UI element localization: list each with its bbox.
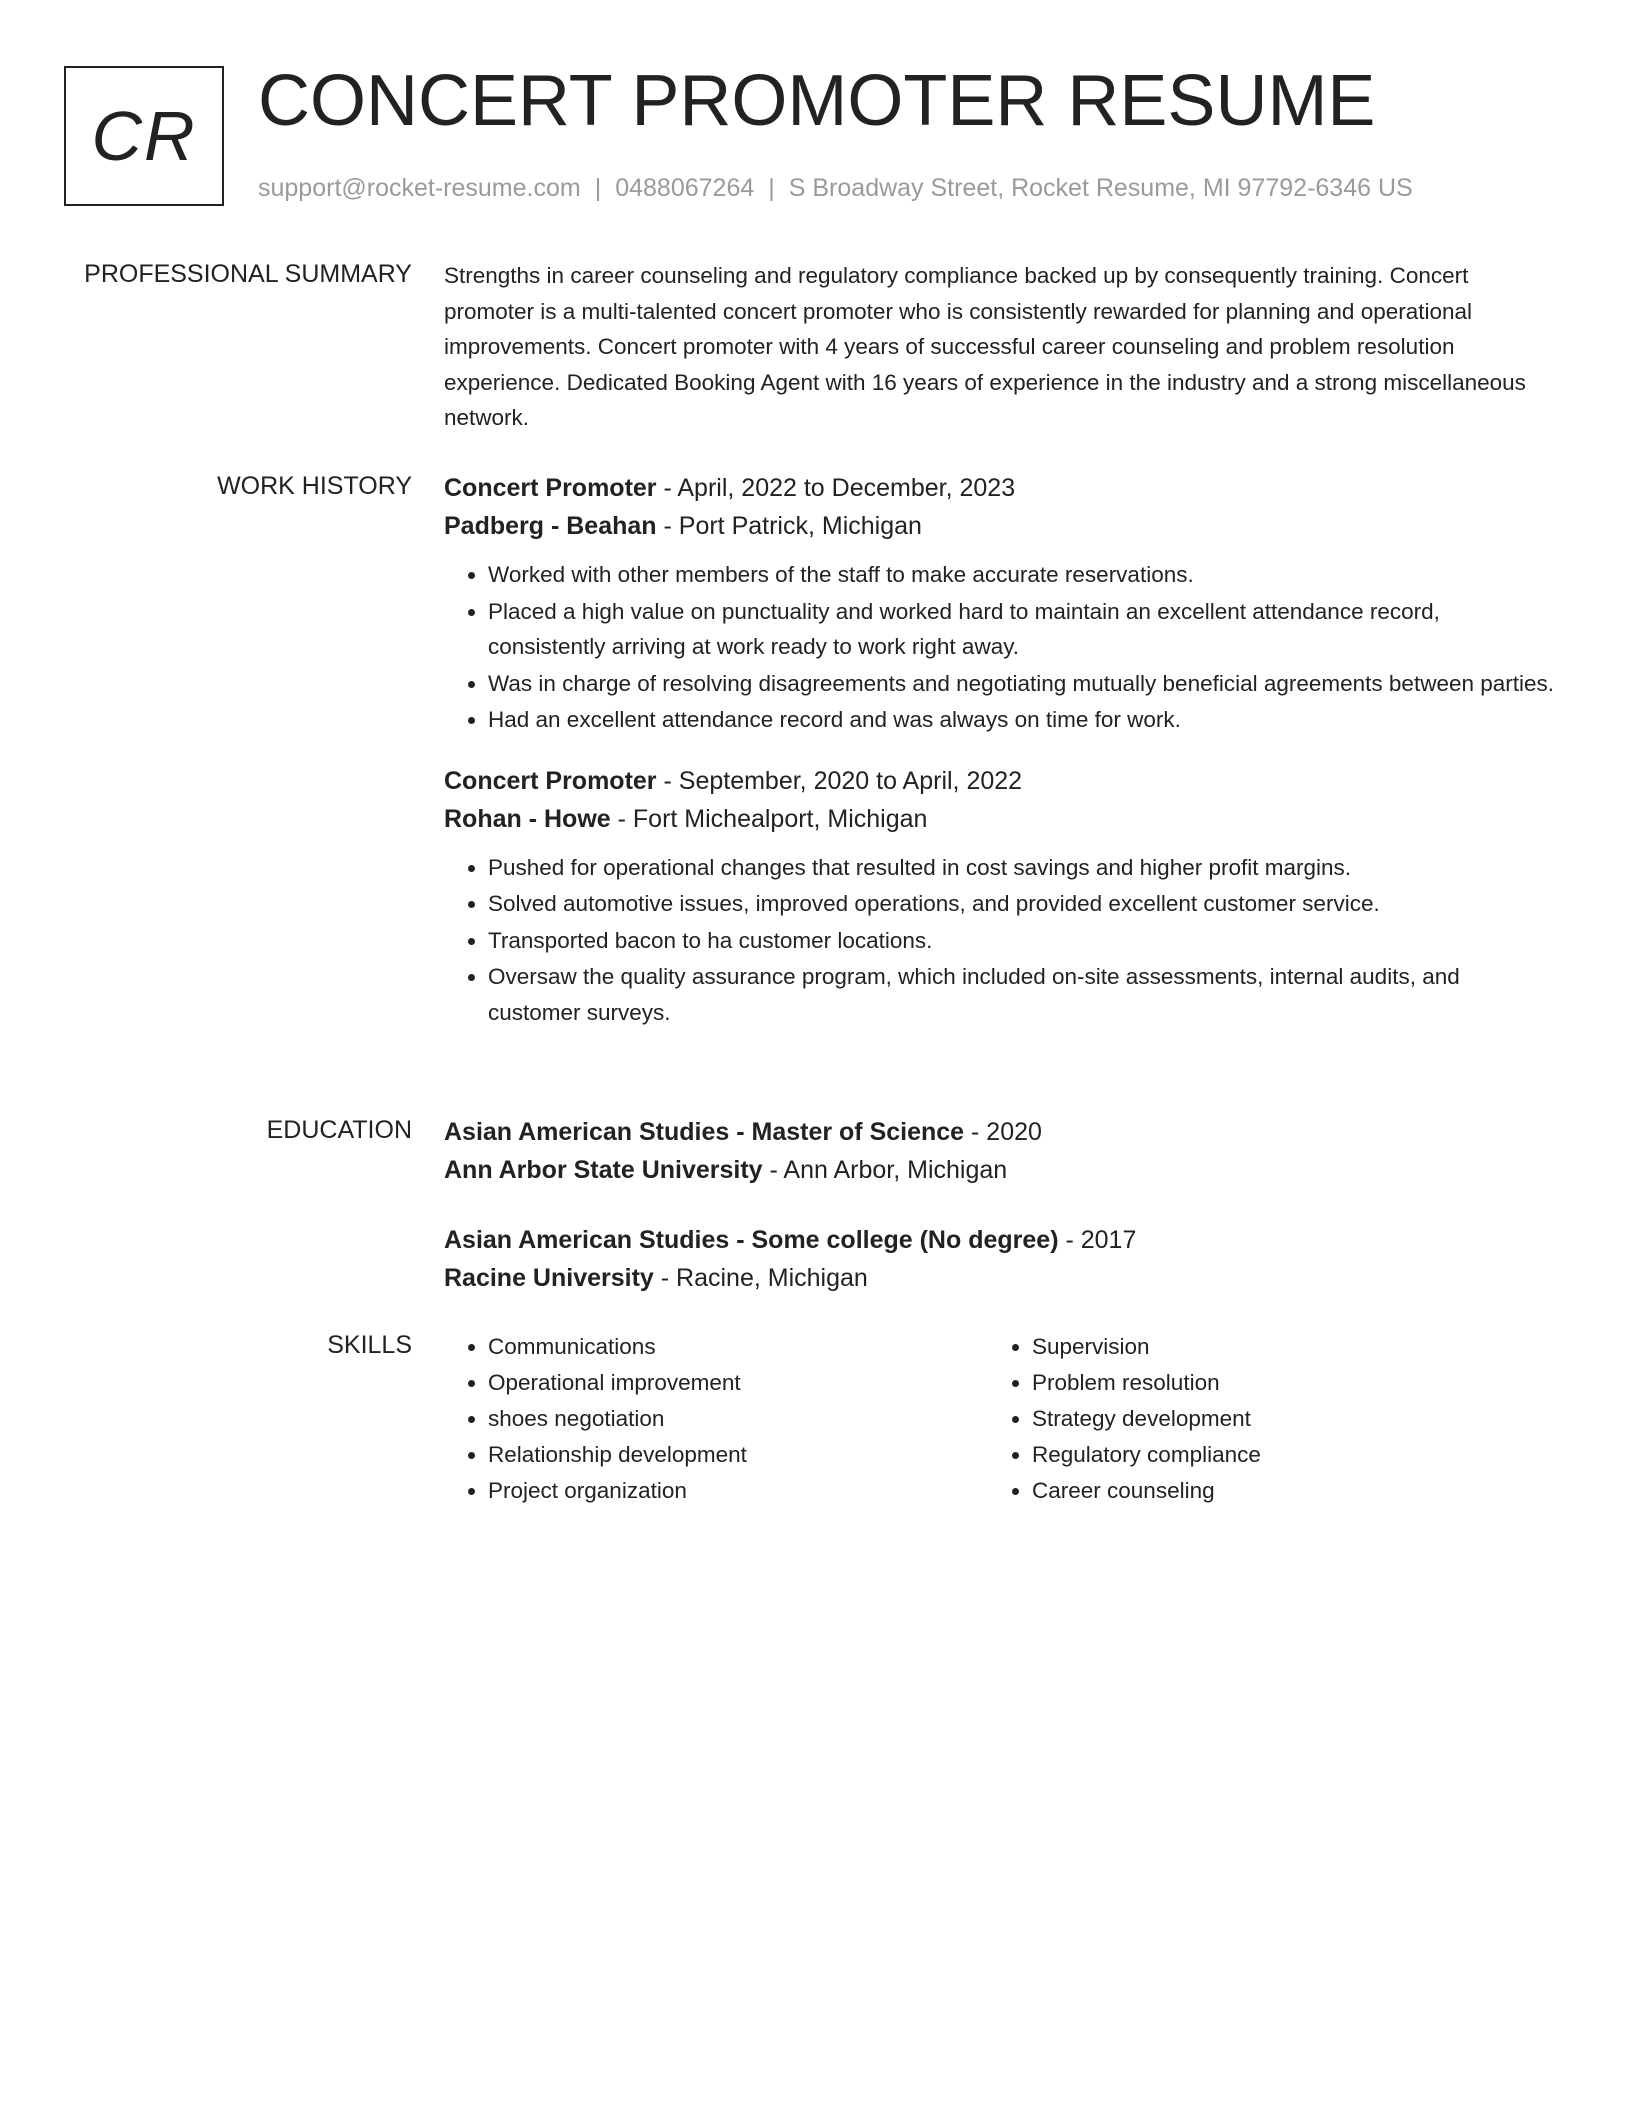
skills-list-right	[988, 1329, 1532, 1509]
page-title: CONCERT PROMOTER RESUME	[258, 61, 1376, 141]
job-entry	[444, 762, 1556, 1031]
work-history-body	[444, 469, 1556, 1052]
skill-item: • Project organization	[488, 1473, 988, 1509]
degree-year: - 2020	[964, 1118, 1042, 1146]
contact-separator: |	[768, 174, 775, 202]
skills-list-left	[444, 1329, 988, 1509]
skill-item: • Problem resolution	[1032, 1365, 1532, 1401]
job-bullet: • Pushed for operational changes that resulted in cost savings and higher profit margins.	[488, 850, 1556, 886]
school-name: Racine University	[444, 1264, 654, 1292]
skill-item: • Supervision	[1032, 1329, 1532, 1365]
job-location: - Port Patrick, Michigan	[656, 512, 922, 540]
contact-phone[interactable]: 0488067264	[615, 174, 755, 202]
section-label-education: EDUCATION	[266, 1116, 412, 1144]
job-title-line	[444, 469, 1556, 507]
job-entry	[444, 469, 1556, 738]
summary-body	[444, 258, 1556, 436]
contact-separator: |	[594, 174, 602, 202]
job-bullet: • Placed a high value on punctuality and worked hard to maintain an excellent attendance record, consistently arriving at work ready to work right away.	[488, 594, 1556, 665]
contact-line	[258, 172, 1413, 204]
skill-item: • Operational improvement	[488, 1365, 988, 1401]
job-title: Concert Promoter	[444, 766, 657, 795]
education-entry	[444, 1113, 1556, 1189]
degree-year: - 2017	[1058, 1226, 1137, 1254]
job-title-line	[444, 762, 1556, 800]
contact-email[interactable]: support@rocket-resume.com	[258, 174, 581, 202]
education-body	[444, 1113, 1556, 1319]
education-entry	[444, 1221, 1556, 1297]
degree-line	[444, 1221, 1556, 1259]
degree-name: Asian American Studies - Some college (No degree)	[444, 1226, 1059, 1254]
job-bullets	[444, 850, 1556, 1031]
skills-body	[444, 1329, 1556, 1509]
skill-item: • shoes negotiation	[488, 1401, 988, 1437]
degree-line	[444, 1113, 1556, 1151]
contact-address: S Broadway Street, Rocket Resume, MI 97792-6346 US	[788, 174, 1413, 202]
job-company-line	[444, 507, 1556, 545]
summary-text: Strengths in career counseling and regulatory compliance backed up by consequently training. Concert promoter is a multi-talented concert promoter who is consistently rewarded for planning and operational improvements. Concert promoter with 4 years of successful career counseling and problem resolution experience. Dedicated Booking Agent with 16 years of experience in the industry and a strong miscellaneous network.	[444, 263, 1526, 430]
job-bullet: • Oversaw the quality assurance program, which included on-site assessments, internal audits, and customer surveys.	[488, 959, 1556, 1030]
job-bullets	[444, 557, 1556, 738]
school-name: Ann Arbor State University	[444, 1156, 763, 1184]
job-location: - Fort Michealport, Michigan	[610, 804, 928, 833]
job-bullet: • Transported bacon to ha customer locations.	[488, 923, 1556, 959]
school-line	[444, 1151, 1556, 1189]
job-company: Rohan - Howe	[444, 804, 611, 833]
job-bullet: • Was in charge of resolving disagreements and negotiating mutually beneficial agreements between parties.	[488, 666, 1556, 702]
job-bullet: • Solved automotive issues, improved operations, and provided excellent customer service.	[488, 886, 1556, 922]
section-label-summary: PROFESSIONAL SUMMARY	[84, 260, 412, 288]
school-location: - Racine, Michigan	[653, 1264, 868, 1292]
skill-item: • Relationship development	[488, 1437, 988, 1473]
school-line	[444, 1259, 1556, 1297]
job-company: Padberg - Beahan	[444, 512, 657, 540]
skill-item: • Career counseling	[1032, 1473, 1532, 1509]
skill-item: • Communications	[488, 1329, 988, 1365]
job-company-line	[444, 800, 1556, 838]
school-location: - Ann Arbor, Michigan	[762, 1156, 1008, 1184]
degree-name: Asian American Studies - Master of Science	[444, 1118, 965, 1146]
section-label-skills: SKILLS	[327, 1331, 412, 1359]
section-label-work-history: WORK HISTORY	[217, 472, 412, 500]
job-bullet: • Worked with other members of the staff to make accurate reservations.	[488, 557, 1556, 593]
job-dates: - April, 2022 to December, 2023	[656, 474, 1016, 502]
job-title: Concert Promoter	[444, 474, 657, 502]
skill-item: • Strategy development	[1032, 1401, 1532, 1437]
skills-columns	[444, 1329, 1556, 1509]
monogram-logo	[64, 66, 224, 206]
monogram-initials: CR	[91, 97, 197, 175]
job-dates: - September, 2020 to April, 2022	[656, 766, 1023, 795]
skill-item: • Regulatory compliance	[1032, 1437, 1532, 1473]
job-bullet: • Had an excellent attendance record and was always on time for work.	[488, 702, 1556, 738]
